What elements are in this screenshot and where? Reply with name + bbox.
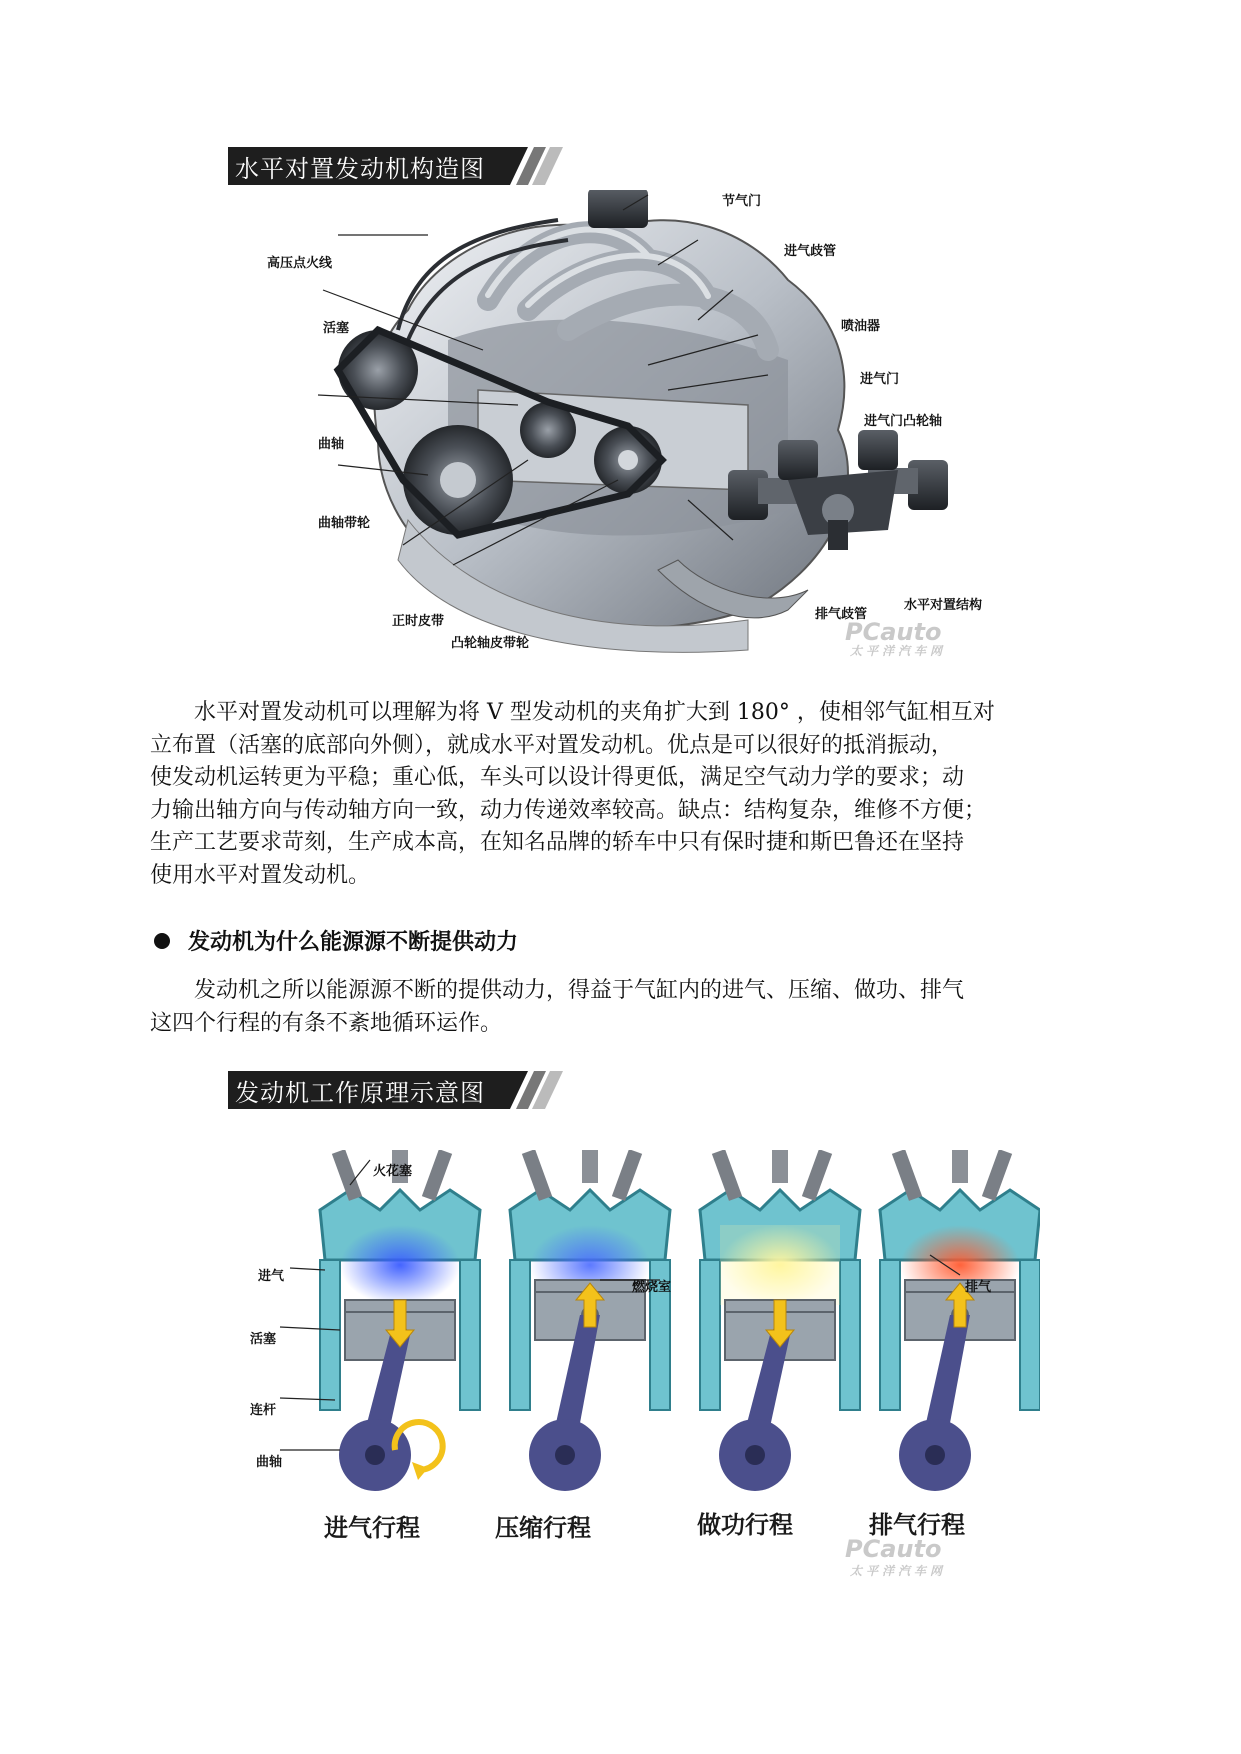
callout-intake-camshaft: 进气门凸轮轴 <box>864 414 943 429</box>
callout-crankshaft-2: 曲轴 <box>256 1455 283 1470</box>
callout-throttle: 节气门 <box>722 194 762 209</box>
watermark-pcauto-1: PCauto <box>845 618 942 646</box>
watermark-site-1: 太平洋汽车网 <box>850 644 947 658</box>
paragraph2-line: 这四个行程的有条不紊地循环运作。 <box>150 1010 503 1036</box>
callout-ignition-wire: 高压点火线 <box>267 256 333 271</box>
stroke-label-compression: 压缩行程 <box>495 1514 591 1542</box>
throttle-body <box>588 190 648 228</box>
callout-cam-pulley: 凸轮轴皮带轮 <box>451 636 530 651</box>
callout-spark-plug: 火花塞 <box>373 1164 413 1179</box>
callout-timing-belt: 正时皮带 <box>392 614 445 629</box>
paragraph1-line: 使用水平对置发动机。 <box>150 862 371 888</box>
section-heading <box>150 925 518 956</box>
cylinder-2 <box>510 1150 670 1491</box>
watermark-pcauto-2: PCauto <box>845 1535 942 1563</box>
paragraph2-line: 发动机之所以能源源不断的提供动力，得益于气缸内的进气、压缩、做功、排气 <box>194 978 965 1003</box>
callout-boxer-structure: 水平对置结构 <box>904 598 983 613</box>
callout-connecting-rod: 连杆 <box>250 1403 277 1418</box>
callout-intake-valve: 进气门 <box>860 372 900 387</box>
chamber-glow <box>340 1225 460 1305</box>
figure2-title: 发动机工作原理示意图 <box>235 1078 485 1107</box>
paragraph-four-strokes <box>150 975 1100 1040</box>
callout-intake-manifold: 进气歧管 <box>784 244 837 259</box>
figure1-title: 水平对置发动机构造图 <box>235 154 485 183</box>
callout-exhaust: 排气 <box>965 1280 992 1295</box>
stroke-label-intake: 进气行程 <box>324 1514 420 1542</box>
callout-crank-pulley: 曲轴带轮 <box>318 516 371 531</box>
bullet-icon <box>154 933 170 949</box>
paragraph1-line: 生产工艺要求苛刻，生产成本高，在知名品牌的轿车中只有保时捷和斯巴鲁还在坚持 <box>150 830 965 855</box>
stroke-label-power: 做功行程 <box>697 1511 793 1539</box>
stroke-label-exhaust: 排气行程 <box>869 1511 965 1539</box>
watermark-site-2: 太平洋汽车网 <box>850 1564 947 1578</box>
spark-plug-icon <box>582 1150 598 1183</box>
spark-plug-icon <box>772 1150 788 1183</box>
callout-injector: 喷油器 <box>841 319 881 334</box>
cylinder-3 <box>700 1150 860 1491</box>
spark-plug-icon <box>952 1150 968 1183</box>
callout-intake: 进气 <box>258 1269 285 1284</box>
callout-combustion-chamber: 燃烧室 <box>632 1280 672 1295</box>
callout-exhaust-manifold: 排气歧管 <box>815 607 868 622</box>
callout-piston: 活塞 <box>323 321 350 336</box>
paragraph1-line: 力输出轴方向与传动轴方向一致，动力传递效率较高。缺点：结构复杂，维修不方便； <box>150 797 987 823</box>
chamber-glow <box>720 1225 840 1305</box>
paragraph-boxer-engine <box>150 697 1100 892</box>
cylinder-1 <box>320 1150 480 1491</box>
callout-piston-2: 活塞 <box>250 1332 277 1347</box>
four-stroke-diagram <box>240 1150 1040 1510</box>
figure2-banner <box>228 1071 563 1109</box>
callout-crankshaft: 曲轴 <box>318 437 345 452</box>
paragraph1-line: 使发动机运转更为平稳；重心低，车头可以设计得更低，满足空气动力学的要求；动 <box>150 765 965 790</box>
cylinder-4 <box>880 1150 1040 1491</box>
section-heading-text: 发动机为什么能源源不断提供动力 <box>188 930 519 955</box>
figure1-banner <box>228 147 563 185</box>
paragraph1-line: 水平对置发动机可以理解为将 V 型发动机的夹角扩大到 180° ，使相邻气缸相互对 <box>194 700 995 725</box>
paragraph1-line: 立布置（活塞的底部向外侧），就成水平对置发动机。优点是可以很好的抵消振动， <box>150 732 954 758</box>
